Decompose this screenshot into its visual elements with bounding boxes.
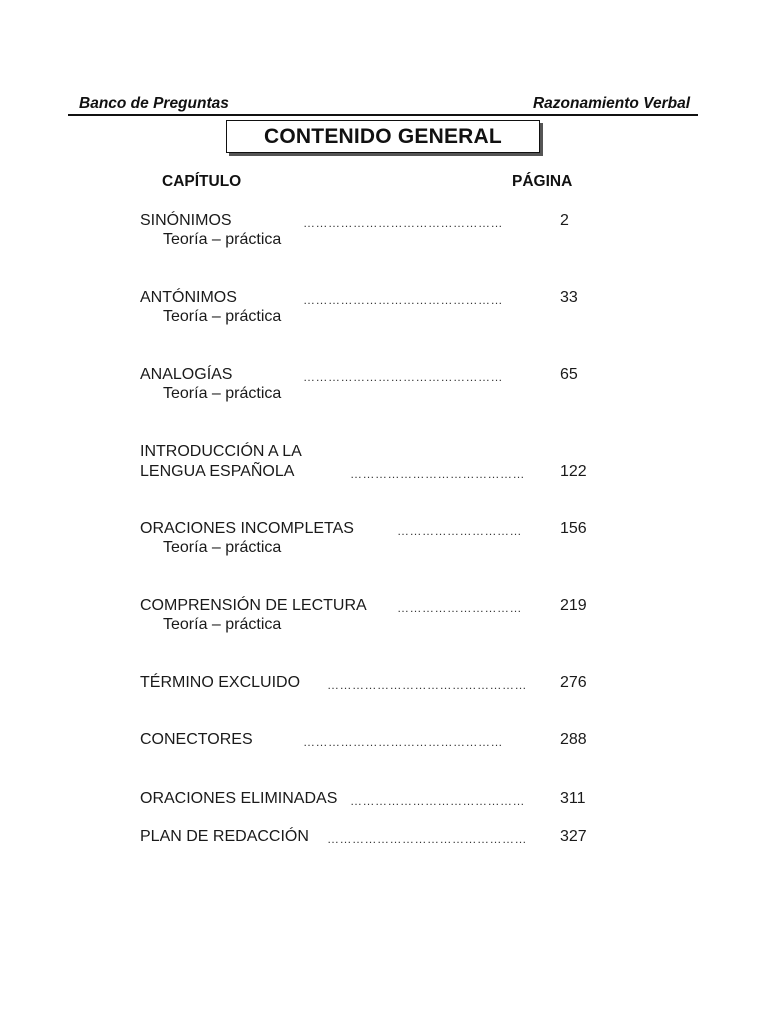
toc-leader-dots: ………………………………………… xyxy=(303,293,503,307)
header-right: Razonamiento Verbal xyxy=(532,95,690,112)
toc-entry-page: 327 xyxy=(560,828,587,845)
toc-entry-title: PLAN DE REDACCIÓN xyxy=(140,828,309,845)
toc-entry-subtitle: Teoría – práctica xyxy=(163,539,282,556)
toc-leader-dots: ………………………… xyxy=(397,601,522,615)
toc-leader-dots: …………………………………… xyxy=(350,467,525,481)
toc-entry-page: 2 xyxy=(560,212,569,229)
toc-entry-title: COMPRENSIÓN DE LECTURA xyxy=(140,597,367,614)
toc-entry-title: INTRODUCCIÓN A LA xyxy=(140,443,302,460)
toc-entry-page: 156 xyxy=(560,520,587,537)
toc-entry-subtitle: Teoría – práctica xyxy=(163,616,282,633)
toc-entry-subtitle: Teoría – práctica xyxy=(163,308,282,325)
toc-entry-page: 311 xyxy=(560,790,586,807)
toc-entry-page: 122 xyxy=(560,463,587,480)
toc-entry-page: 65 xyxy=(560,366,578,383)
toc-leader-dots: …………………………………… xyxy=(350,794,525,808)
column-chapter-heading: CAPÍTULO xyxy=(162,173,242,190)
toc-leader-dots: ………………………… xyxy=(397,524,522,538)
toc-entry-page: 219 xyxy=(560,597,587,614)
toc-entry-title: CONECTORES xyxy=(140,731,253,748)
toc-entry-subtitle: Teoría – práctica xyxy=(163,231,282,248)
header-left: Banco de Preguntas xyxy=(79,95,229,112)
toc-entry-title: TÉRMINO EXCLUIDO xyxy=(140,674,301,691)
toc-entry-page: 288 xyxy=(560,731,587,748)
toc-entry-title: ORACIONES INCOMPLETAS xyxy=(140,520,354,537)
toc-entry-subtitle: Teoría – práctica xyxy=(163,385,282,402)
toc-entry-page: 33 xyxy=(560,289,578,306)
toc-entry-title: ORACIONES ELIMINADAS xyxy=(140,790,338,807)
toc-leader-dots: ………………………………………… xyxy=(303,216,503,230)
toc-entry-title: ANTÓNIMOS xyxy=(140,289,237,306)
column-page-heading: PÁGINA xyxy=(512,173,573,190)
toc-entry-title-line2: LENGUA ESPAÑOLA xyxy=(140,463,295,480)
page-title: CONTENIDO GENERAL xyxy=(226,120,540,153)
toc-leader-dots: ………………………………………… xyxy=(303,370,503,384)
toc-entry-page: 276 xyxy=(560,674,587,691)
toc-entry-title: SINÓNIMOS xyxy=(140,212,232,229)
toc-leader-dots: ………………………………………… xyxy=(327,678,527,692)
toc-leader-dots: ………………………………………… xyxy=(327,832,527,846)
toc-leader-dots: ………………………………………… xyxy=(303,735,503,749)
header-rule xyxy=(68,114,698,116)
toc-entry-title: ANALOGÍAS xyxy=(140,366,233,383)
